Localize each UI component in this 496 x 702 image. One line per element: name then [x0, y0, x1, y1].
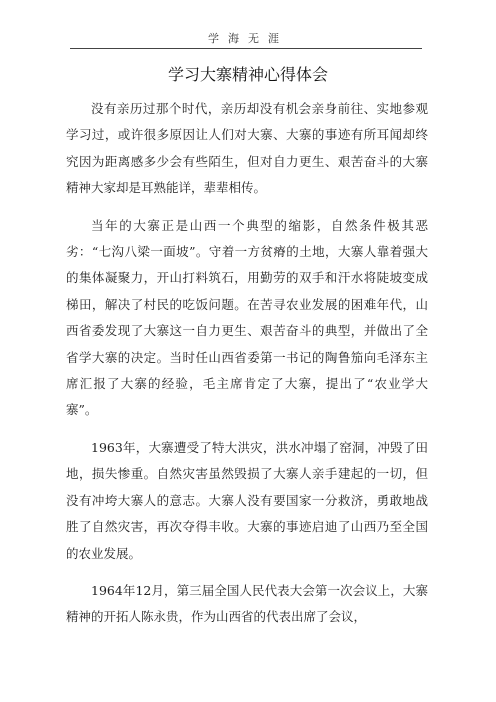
paragraph-2: 当年的大寨正是山西一个典型的缩影，自然条件极其恶劣：“七沟八梁一面坡”。守着一方贫瘠的土地，大寨人靠着强大的集体凝聚力，开山打料筑石，用勤劳的双手和汗水将陡坡变成梯田，解决了村民的吃饭问题。在苦寻农业发展的困难年代，山西省委发现了大寨这一自力更生、艰苦奋斗的典型，并做出了全省学大寨的决定。当时任山西省委第一书记的陶鲁笳向毛泽东主席汇报了大寨的经验，毛主席肯定了大寨，提出了“农业学大寨”。: [66, 217, 428, 418]
paragraph-3: 1963年，大寨遭受了特大洪灾，洪水冲塌了窑洞，冲毁了田地，损失惨重。自然灾害虽然毁损了大寨人亲手建起的一切，但没有冲垮大寨人的意志。大寨人没有要国家一分救济，勇敢地战胜了自然灾害，再次夺得丰收。大寨的事迹启迪了山西乃至全国的农业发展。: [66, 439, 428, 561]
document-body: [66, 96, 428, 642]
paragraph-1: 没有亲历过那个时代，亲历却没有机会亲身前往、实地参观学习过，或许很多原因让人们对大寨、大寨的事迹有所耳闻却终究因为距离感多少会有些陌生，但对自力更生、艰苦奋斗的大寨精神大家却是耳熟能详，辈辈相传。: [66, 101, 428, 196]
paragraph-4: 1964年12月，第三届全国人民代表大会第一次会议上，大寨精神的开拓人陈永贵，作为山西省的代表出席了会议，: [66, 582, 428, 625]
header-divider: [70, 48, 422, 49]
document-title: 学习大寨精神心得体会: [167, 65, 328, 84]
page-header: 学海无涯: [208, 32, 288, 45]
